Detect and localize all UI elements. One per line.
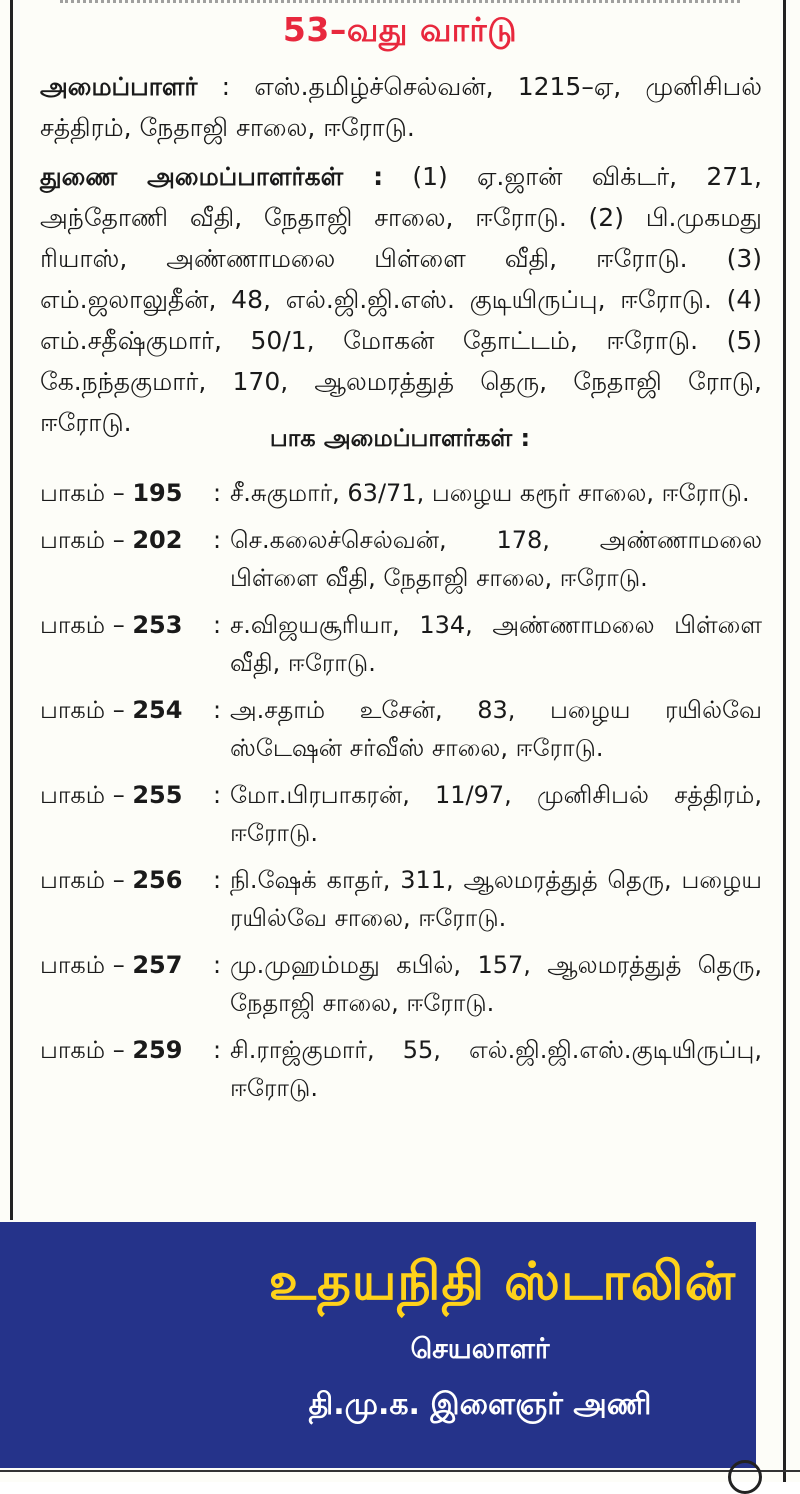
part-organizer-text: நி.ஷேக் காதர், 311, ஆலமரத்துத் தெரு, பழைய ரயில்வே சாலை, ஈரோடு. (230, 866, 762, 932)
right-border (783, 0, 786, 1482)
organizer-paragraph (40, 66, 762, 148)
part-number: 256 (132, 866, 183, 894)
part-colon: : (212, 611, 222, 639)
part-prefix: பாகம் – (40, 866, 133, 894)
part-prefix: பாகம் – (40, 781, 133, 809)
part-organizer-text: மு.முஹம்மது கபில், 157, ஆலமரத்துத் தெரு, நேதாஜி சாலை, ஈரோடு. (230, 951, 762, 1017)
part-row (40, 521, 762, 597)
part-label (40, 946, 208, 1022)
organizer-separator: : (221, 72, 255, 101)
leader-organization: தி.மு.க. இளைஞர் அணி (308, 1387, 652, 1422)
part-colon: : (212, 526, 222, 554)
deputy-organizers-label: துணை அமைப்பாளர்கள் : (40, 162, 384, 191)
leader-banner (0, 1222, 756, 1468)
part-label (40, 1031, 208, 1107)
leader-name: உதயநிதி ஸ்டாலின் (268, 1252, 736, 1312)
part-colon: : (212, 866, 222, 894)
part-organizer-text: செ.கலைச்செல்வன், 178, அண்ணாமலை பிள்ளை வீதி, நேதாஜி சாலை, ஈரோடு. (230, 526, 762, 592)
part-row (40, 946, 762, 1022)
part-row (40, 691, 762, 767)
part-colon: : (212, 479, 222, 507)
part-colon: : (212, 696, 222, 724)
part-number: 195 (132, 479, 183, 507)
part-row (40, 861, 762, 937)
organizer-text: எஸ்.தமிழ்ச்செல்வன், 1215–ஏ, முனிசிபல் சத்திரம், நேதாஜி சாலை, ஈரோடு. (40, 72, 763, 142)
leader-role: செயலாளர் (410, 1332, 550, 1365)
part-number: 259 (132, 1036, 183, 1064)
part-prefix: பாகம் – (40, 526, 133, 554)
ward-title: 53–வது வார்டு (282, 10, 518, 49)
part-row (40, 776, 762, 852)
part-organizer-text: சி.ராஜ்குமார், 55, எல்.ஜி.ஜி.எஸ்.குடியிருப்பு, ஈரோடு. (230, 1036, 762, 1102)
circle-mark (728, 1460, 762, 1494)
part-colon: : (212, 1036, 222, 1064)
part-organizers-list (40, 474, 762, 1116)
part-prefix: பாகம் – (40, 951, 133, 979)
part-prefix: பாகம் – (40, 479, 133, 507)
deputy-organizers-text: (1) ஏ.ஜான் விக்டர், 271, அந்தோணி வீதி, நேதாஜி சாலை, ஈரோடு. (2) பி.முகமது ரியாஸ், அண்ணாமலை பிள்ளை வீதி, ஈரோடு. (3) எம்.ஜலாலுதீன், 48, எல்.ஜி.ஜி.எஸ். குடியிருப்பு, ஈரோடு. (4) எம்.சதீஷ்குமார், 50/1, மோகன் தோட்டம், ஈரோடு. (5) கே.நந்தகுமார், 170, ஆலமரத்துத் தெரு, நேதாஜி ரோடு, ஈரோடு. (40, 162, 762, 437)
part-organizer-text: மோ.பிரபாகரன், 11/97, முனிசிபல் சத்திரம், ஈரோடு. (230, 781, 762, 847)
part-organizer-text: சீ.சுகுமார், 63/71, பழைய கரூர் சாலை, ஈரோடு. (230, 479, 750, 507)
bottom-divider (0, 1470, 800, 1472)
part-label (40, 521, 208, 597)
part-organizer-text: அ.சதாம் உசேன், 83, பழைய ரயில்வே ஸ்டேஷன் சர்வீஸ் சாலை, ஈரோடு. (230, 696, 762, 762)
left-border (10, 0, 13, 1220)
part-number: 254 (132, 696, 183, 724)
deputy-organizers-paragraph (40, 156, 762, 443)
part-number: 253 (132, 611, 183, 639)
part-label (40, 474, 208, 512)
part-label (40, 861, 208, 937)
cropped-top-text (60, 0, 740, 9)
part-number: 255 (132, 781, 183, 809)
part-colon: : (212, 781, 222, 809)
part-row (40, 474, 762, 512)
part-number: 202 (132, 526, 183, 554)
part-label (40, 606, 208, 682)
part-prefix: பாகம் – (40, 696, 133, 724)
part-prefix: பாகம் – (40, 611, 133, 639)
part-prefix: பாகம் – (40, 1036, 133, 1064)
part-label (40, 776, 208, 852)
organizer-label: அமைப்பாளர் (40, 72, 198, 101)
part-number: 257 (132, 951, 183, 979)
part-label (40, 691, 208, 767)
part-organizer-text: ச.விஜயசூரியா, 134, அண்ணாமலை பிள்ளை வீதி, ஈரோடு. (230, 611, 762, 677)
part-organizers-heading: பாக அமைப்பாளர்கள் : (269, 424, 531, 452)
part-colon: : (212, 951, 222, 979)
part-row (40, 1031, 762, 1107)
part-row (40, 606, 762, 682)
